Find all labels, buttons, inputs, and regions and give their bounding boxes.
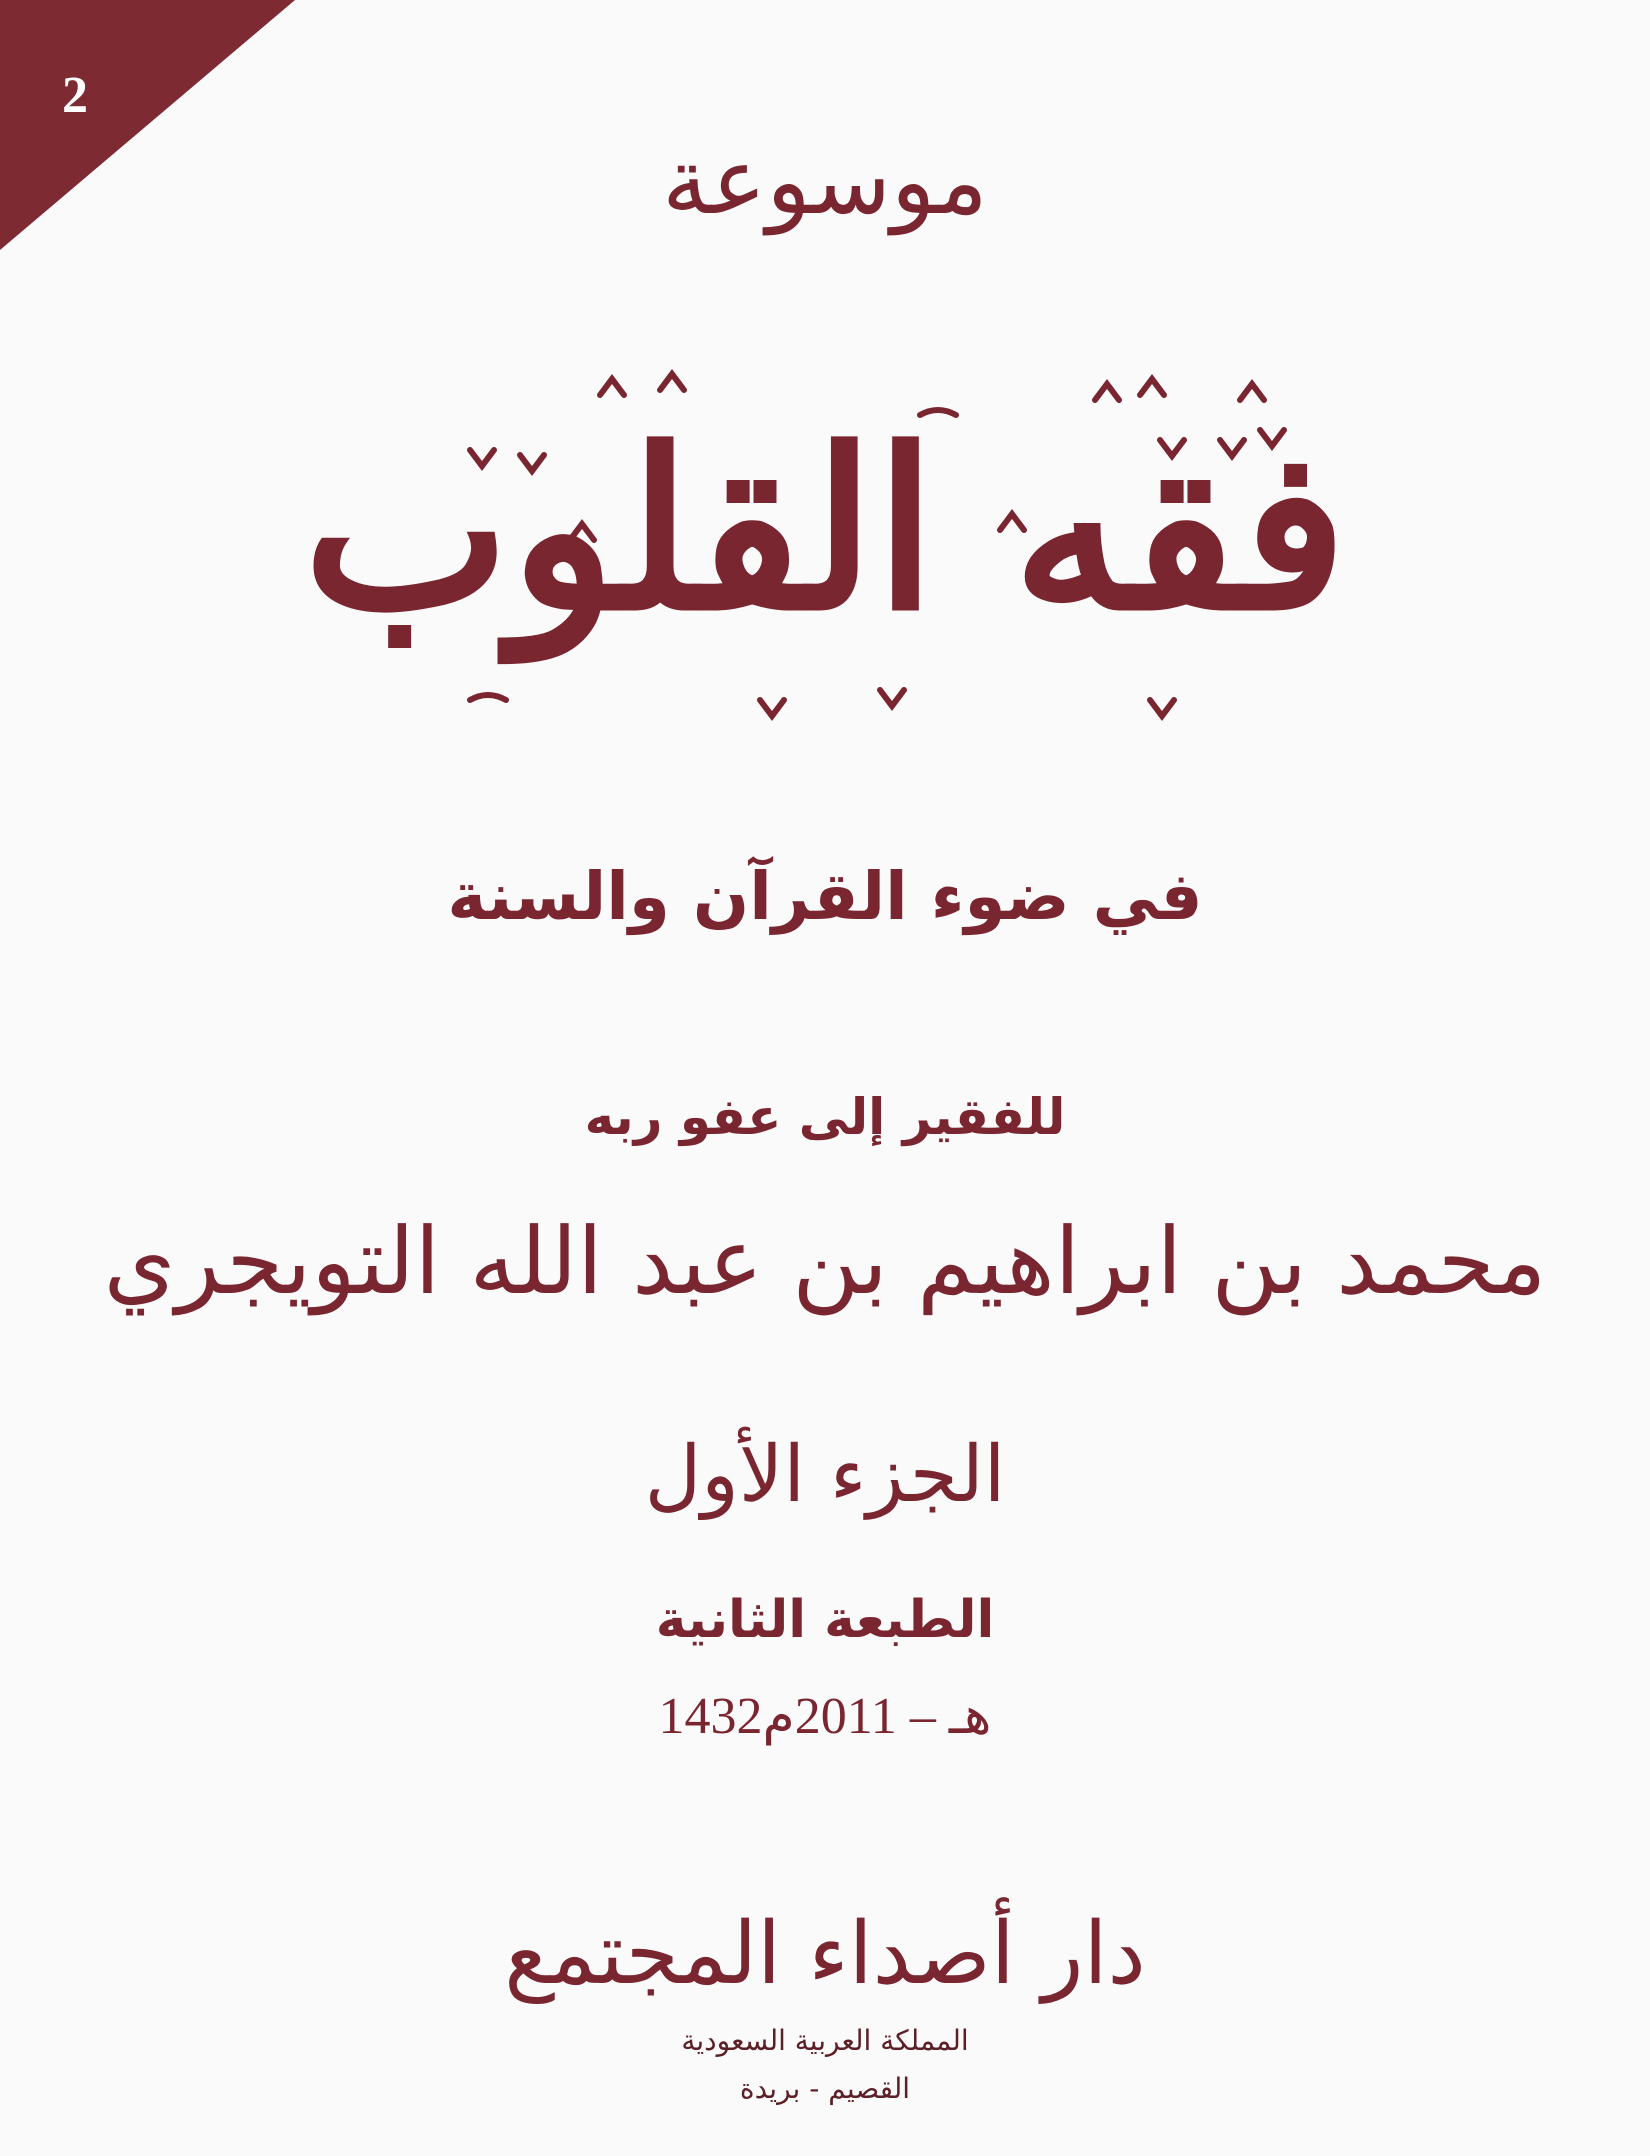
edition-label: الطبعة الثانية <box>655 1590 995 1650</box>
publisher-country: المملكة العربية السعودية <box>681 2024 969 2057</box>
publisher-city: القصيم - بريدة <box>739 2072 911 2105</box>
series-title: موسوعة <box>662 128 988 235</box>
author-byline: للفقير إلى عفو ربه <box>584 1088 1066 1146</box>
subtitle: في ضوء القرآن والسنة <box>447 858 1203 935</box>
publication-year: 1432هـ – 2011م <box>658 1688 992 1745</box>
volume-label: الجزء الأول <box>644 1430 1006 1520</box>
book-title: فقه القلوب <box>302 400 1348 659</box>
publisher-name: دار أصداء المجتمع <box>504 1904 1146 2004</box>
author-name: محمد بن ابراهيم بن عبد الله التويجري <box>103 1208 1547 1315</box>
page-number: 2 <box>62 67 88 124</box>
